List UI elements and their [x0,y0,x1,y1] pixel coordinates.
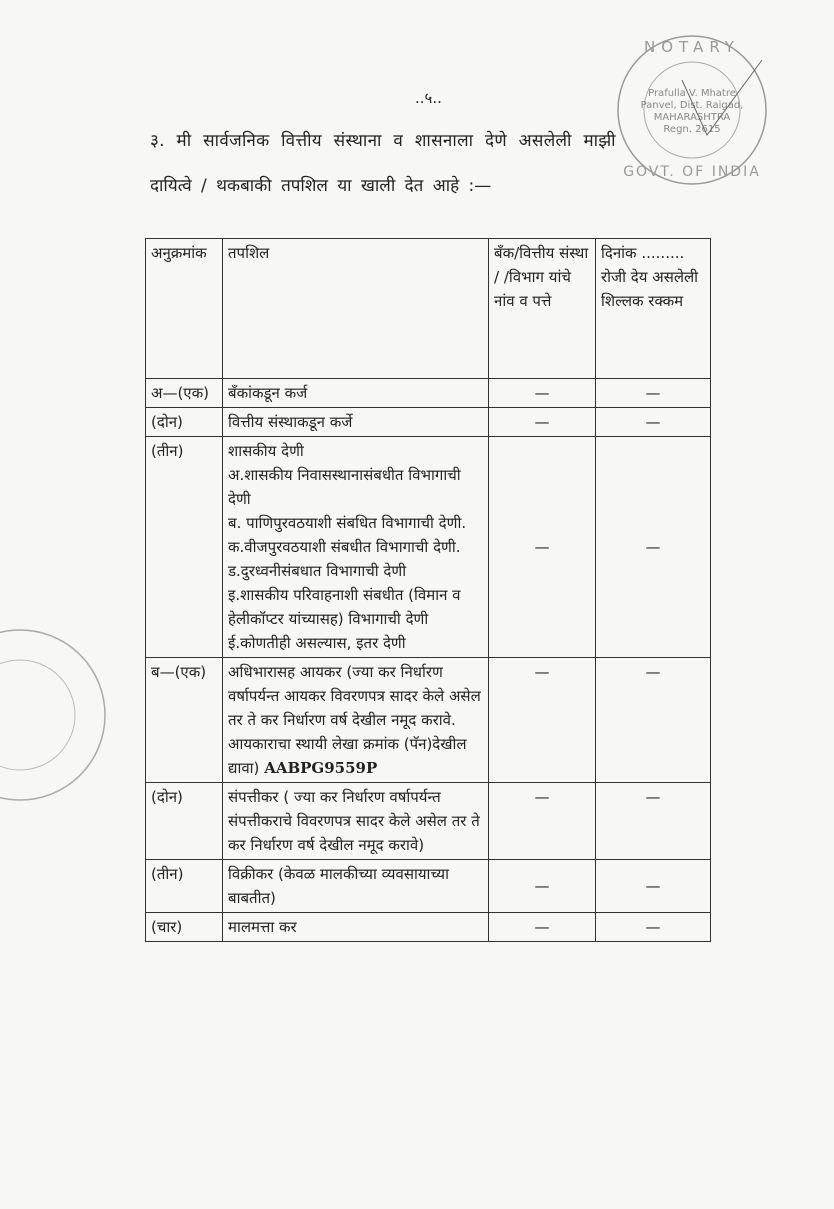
row-detail: बँकांकडून कर्ज [223,379,489,408]
row-amount: — [596,437,711,658]
row-bank: — [489,783,596,860]
row-bank: — [489,860,596,913]
row-amount: — [596,408,711,437]
header-details: तपशिल [223,239,489,379]
stamp-top: NOTARY [644,38,740,56]
row-detail [223,437,489,658]
row-serial: अ—(एक) [146,379,223,408]
page-number: ..५.. [415,89,442,107]
table-row [146,913,711,942]
row-detail: संपत्तीकर ( ज्या कर निर्धारण वर्षापर्यन्त संपत्तीकराचे विवरणपत्र सादर केले असेल तर ते कर निर्धारण वर्ष देखील नमूद करावे) [223,783,489,860]
stamp-state: MAHARASHTRA [653,112,731,123]
intro-line-2: दायित्वे / थकबाकी तपशिल या खाली देत आहे :— [150,176,492,196]
stamp-bottom: GOVT. OF INDIA [623,164,761,180]
row-bank: — [489,408,596,437]
row-amount: — [596,783,711,860]
detail-line: इ.शासकीय परिवाहनाशी संबधीत (विमान व हेलीकॉप्टर यांच्यासह) विभागाची देणी [228,586,461,628]
table-row [146,437,711,658]
header-serial: अनुक्रमांक [146,239,223,379]
row-amount: — [596,860,711,913]
row-detail: विक्रीकर (केवळ मालकीच्या व्यवसायाच्या बाबतीत) [223,860,489,913]
detail-line: ब. पाणिपुरवठयाशी संबधित विभागाची देणी. [228,514,467,532]
row-bank: — [489,379,596,408]
row-bank: — [489,658,596,783]
row-bank: — [489,913,596,942]
partial-notary-stamp [0,620,140,810]
pan-number: AABPG9559P [264,759,378,777]
row-serial: (तीन) [146,860,223,913]
table-row [146,860,711,913]
row-amount: — [596,379,711,408]
notary-stamp [612,30,772,190]
detail-line: अ.शासकीय निवासस्थानासंबधीत विभागाची देणी [228,466,461,508]
detail-line: क.वीजपुरवठयाशी संबधीत विभागाची देणी. [228,538,461,556]
row-detail [223,658,489,783]
stamp-name: Prafulla V. Mhatre [648,88,736,99]
row-serial: (दोन) [146,408,223,437]
row-serial: (दोन) [146,783,223,860]
detail-text: अधिभारासह आयकर (ज्या कर निर्धारण वर्षापर्यन्त आयकर विवरणपत्र सादर केले असेल तर ते कर निर्धारण वर्ष देखील नमूद करावे. आयकाराचा स्थायी लेखा क्रमांक (पॅन)देखील द्यावा) [228,663,481,777]
intro-line-1: ३. मी सार्वजनिक वित्तीय संस्थाना व शासनाला देणे असलेली माझी [150,131,616,151]
row-serial: (चार) [146,913,223,942]
detail-line: ड.दुरध्वनीसंबधात विभागाची देणी [228,562,407,580]
detail-line: शासकीय देणी [228,442,304,460]
row-detail: वित्तीय संस्थाकडून कर्जे [223,408,489,437]
table-row [146,783,711,860]
row-amount: — [596,913,711,942]
detail-line: ई.कोणतीही असल्यास, इतर देणी [228,634,406,652]
table-row [146,408,711,437]
stamp-place: Panvel, Dist. Raigad, [640,100,744,111]
row-detail: मालमत्ता कर [223,913,489,942]
row-serial: ब—(एक) [146,658,223,783]
row-bank: — [489,437,596,658]
header-amount: दिनांक ......... रोजी देय असलेली शिल्लक रक्कम [596,239,711,379]
header-bank: बँक/वित्तीय संस्था / /विभाग यांचे नांव व पत्ते [489,239,596,379]
table-row [146,658,711,783]
row-serial: (तीन) [146,437,223,658]
table-row [146,379,711,408]
row-amount: — [596,658,711,783]
table-header-row [146,239,711,379]
stamp-reg: Regn. 2615 [663,124,721,135]
liabilities-table [145,238,711,942]
